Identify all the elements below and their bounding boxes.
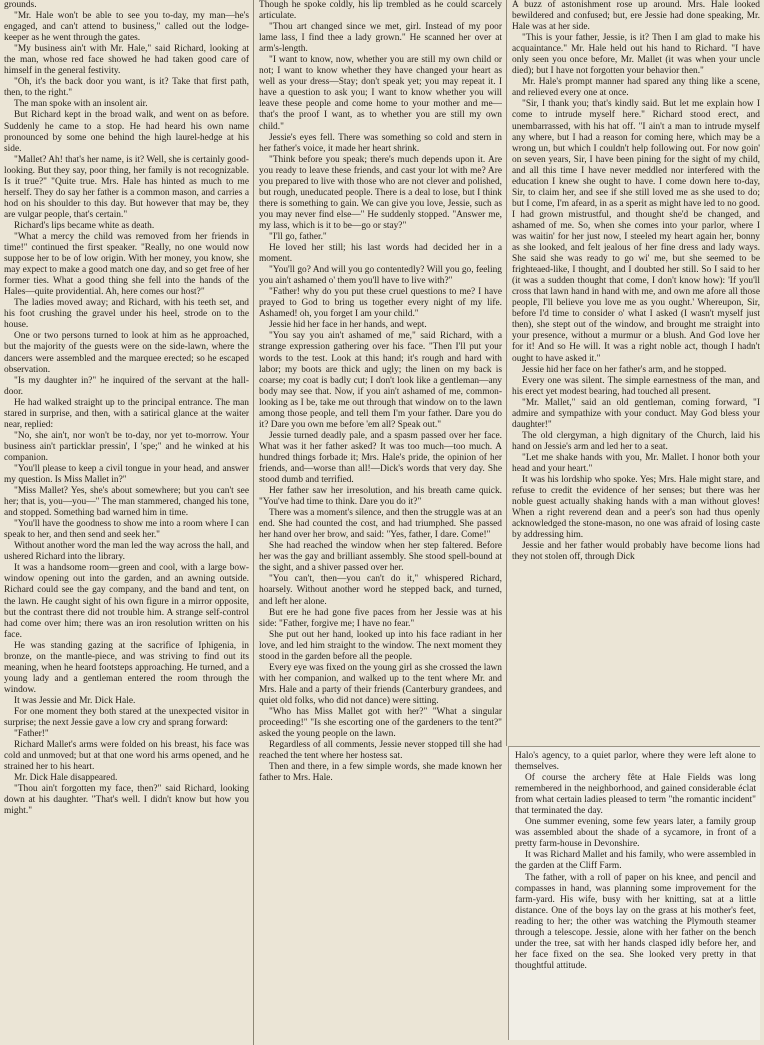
paragraph: Mr. Hale's prompt manner had spared any thing like a scene, and relieved every one at once. xyxy=(512,77,760,99)
paragraph: He loved her still; his last words had decided her in a moment. xyxy=(259,243,502,265)
paragraph: There was a moment's silence, and then the struggle was at an end. She had counted the cost, and had triumphed. She passed her hand over her brow, and said: "Yes, father, I dare. Come!" xyxy=(259,508,502,541)
paragraph: Jessie hid her face in her hands, and wept. xyxy=(269,320,427,331)
paragraph: It was Jessie and Mr. Dick Hale. xyxy=(14,695,136,706)
text-column-3-continuation xyxy=(508,746,760,1040)
paragraph: One or two persons turned to look at him as he approached, but the majority of the guests were on the side-lawn, where the dancers were assembled and the marquee erected; so he escaped observation. xyxy=(4,331,249,375)
column-rule-1 xyxy=(253,0,254,1045)
paragraph: It was a handsome room—green and cool, with a large bow-window opening out into the garden, and an awning outside. Richard could see the gay company, and the band and tent, on the lawn. He caught sight of his own figure in a mirror opposite, but the contrast there did not trouble him. A strange self-control had come over him; there was an iron resolution written on his face. xyxy=(4,563,249,640)
paragraph: But Richard kept in the broad walk, and went on as before. Suddenly he came to a stop. He had heard his own name pronounced by some one behind the high laurel-hedge at his side. xyxy=(4,110,249,154)
paragraph: "Is my daughter in?" he inquired of the servant at the hall-door. xyxy=(4,375,249,397)
paragraph: "Oh, it's the back door you want, is it? Take that first path, then, to the right." xyxy=(4,77,249,99)
paragraph: "Father! why do you put these cruel questions to me? I have prayed to God to bring us together every night of my life. Ashamed! oh, you forget I am your child." xyxy=(259,287,502,320)
paragraph: The old clergyman, a high dignitary of the Church, laid his hand on Jessie's arm and led her to a seat. xyxy=(512,430,760,452)
paragraph: Every one was silent. The simple earnestness of the man, and his erect yet modest bearing, had touched all present. xyxy=(512,375,760,397)
paragraph: One summer evening, some few years later, a family group was assembled about the shade of a sycamore, in front of a pretty farm-house in Devonshire. xyxy=(515,817,756,850)
paragraph: "Who has Miss Mallet got with her?" "What a singular proceeding!" "Is she escorting one of the gardeners to the tent?" asked the young people on the lawn. xyxy=(259,707,502,740)
paragraph: Mr. Dick Hale disappeared. xyxy=(14,773,118,784)
paragraph: Every eye was fixed on the young girl as she crossed the lawn with her companion, and walked up to the tent where Mr. and Mrs. Hale and a party of their friends (Canterbury grandees, and quiet old folks, who did not dance) were sitting. xyxy=(259,662,502,706)
paragraph: "Mr. Mallet," said an old gentleman, coming forward, "I admire and sympathize with your conduct. May God bless your daughter!" xyxy=(512,397,760,430)
paragraph: She had reached the window when her step faltered. Before her was the gay and brilliant assembly. She stood spell-bound at the sight, and a shiver passed over her. xyxy=(259,541,502,574)
paragraph: He was standing gazing at the sacrifice of Iphigenia, in bronze, on the mantle-piece, and was striving to find out its meaning, when he heard footsteps approaching. He turned, and a young lady and a gentleman entered the room through the window. xyxy=(4,640,249,695)
paragraph: "No, she ain't, nor won't be to-day, nor yet to-morrow. Your business ain't particklar pressin', I 'spe;" and he winked at his companion. xyxy=(4,430,249,463)
paragraph: Though he spoke coldly, his lip trembled as he could scarcely articulate. xyxy=(259,0,502,22)
paragraph: "I want to know, now, whether you are still my own child or not; I want to know whether they have changed your heart as well as your dress—Stay; don't speak yet; you may repeat it. I have a question to ask you; I want to know whether you will leave these people and come home to your mother and me—that's the proof I want, as to whether you are still my own child." xyxy=(259,55,502,132)
paragraph: A buzz of astonishment rose up around. Mrs. Hale looked bewildered and confused; but, ere Jessie had done speaking, Mr. Hale was at her side. xyxy=(512,0,760,33)
paragraph: The father, with a roll of paper on his knee, and pencil and compasses in hand, was planning some improvement for the farm-yard. His wife, busy with her knitting, sat at a little distance. One of the boys lay on the grass at his mother's feet, reading to her; the other was watching the Plymouth steamer through a telescope. Jessie, alone with her father on the bench under the tree, sat with her hands clasped idly before her, and her face fixed on the sea. She looked very pretty in that thoughtful attitude. xyxy=(515,872,756,971)
paragraph: Richard Mallet's arms were folded on his breast, his face was cold and unmoved; but at that one word his arms opened, and he strained her to his heart. xyxy=(4,740,249,773)
paragraph: Without another word the man led the way across the hall, and ushered Richard into the library. xyxy=(4,541,249,563)
paragraph: "I'll go, father." xyxy=(269,231,327,242)
paragraph: Jessie's eyes fell. There was something so cold and stern in her father's voice, it made her heart shrink. xyxy=(259,132,502,154)
paragraph: It was his lordship who spoke. Yes; Mrs. Hale might stare, and refuse to credit the evidence of her senses; but there was her noble guest actually shaking hands with a man without gloves! When a right reverend dean and a peer's son had thus openly acknowledged the stone-mason, no one was afraid of losing caste by addressing him. xyxy=(512,475,760,541)
paragraph: "This is your father, Jessie, is it? Then I am glad to make his acquaintance." Mr. Hale held out his hand to Richard. "I have only seen you once before, Mr. Mallet (it was when your uncle died); but I have not forgotten your behavior then." xyxy=(512,33,760,77)
paragraph: Then and there, in a few simple words, she made known her father to Mrs. Hale. xyxy=(259,762,502,784)
paragraph: But ere he had gone five paces from her Jessie was at his side: "Father, forgive me; I have no fear." xyxy=(259,607,502,629)
paragraph: "Think before you speak; there's much depends upon it. Are you ready to leave these friends, and cast your lot with me? Are you prepared to live with those who are not clever and polished, but rough, uneducated people. There is a deal to lose, but I think there is something to gain. We can give you love, Jessie, such as you may never find else—" He suddenly stopped. "Answer me, my lass, which is it to be—go or stay?" xyxy=(259,154,502,231)
paragraph: "Mallet? Ah! that's her name, is it? Well, she is certainly good-looking. But they say, poor thing, her family is not recognizable. Is it true?" "Quite true. Mrs. Hale has hinted as much to me herself. They do say her father is a common mason, and carries a hod on his shoulder to this day. But however that may be, they are vulgar people, that's certain." xyxy=(4,154,249,220)
paragraph: "Miss Mallet? Yes, she's about somewhere; but you can't see her; that is, you—you—" The man stammered, changed his tone, and stopped. Something bad warned him in time. xyxy=(4,486,249,519)
paragraph: "You'll go? And will you go contentedly? Will you go, feeling you ain't ashamed o' them you'll have to live with?" xyxy=(259,265,502,287)
paragraph: "You'll please to keep a civil tongue in your head, and answer my question. Is Miss Mallet in?" xyxy=(4,463,249,486)
paragraph: Jessie turned deadly pale, and a spasm passed over her face. What was it her father asked? It was too much—too much. A hundred things forbade it; Mrs. Hale's pride, the opinion of her friends, and—worse than all!—Dick's words that very day. She stood dumb and terrified. xyxy=(259,430,502,486)
paragraph: Of course the archery fête at Hale Fields was long remembered in the neighborhood, and gained considerable éclat from what certain ladies pleased to term "the romantic incident" that terminated the day. xyxy=(515,773,756,817)
text-column-2 xyxy=(259,0,502,1040)
paragraph: The man spoke with an insolent air. xyxy=(14,99,148,110)
paragraph: Regardless of all comments, Jessie never stopped till she had reached the tent where her hostess sat. xyxy=(259,740,502,762)
paragraph: She put out her hand, looked up into his face radiant in her love, and led him straight to the window. The next moment they stood in the garden before all the people. xyxy=(259,629,502,662)
paragraph: "Thou ain't forgotten my face, then?" said Richard, looking down at his daughter. "That's well. I didn't know but how you might." xyxy=(4,784,249,817)
paragraph: For one moment they both stared at the unexpected visitor in surprise; the next Jessie gave a low cry and sprang forward: xyxy=(4,707,249,729)
paragraph: grounds. xyxy=(4,0,37,10)
paragraph: It was Richard Mallet and his family, who were assembled in the garden at the Cliff Farm. xyxy=(515,850,756,872)
paragraph: The ladies moved away; and Richard, with his teeth set, and his foot crushing the gravel under his heel, strode on to the house. xyxy=(4,298,249,331)
paragraph: Halo's agency, to a quiet parlor, where they were left alone to themselves. xyxy=(515,751,756,773)
text-column-3 xyxy=(512,0,760,740)
paragraph: "Sir, I thank you; that's kindly said. But let me explain how I come to intrude myself here." Richard stood erect, and unembarrassed, with his hat off. "I ain't a man to intrude myself any where, but I had a reason for coming here, which may be a wrong un, but which I couldn't help following out. For now goin' on seven years, Sir, I have been pining for the sight of my child, and all this time I have never meddled nor interfered with the education I knew she ought to have. I come down here to-day, Sir, to claim her, and see if she still loved me as she used to do; but I come, I'm afeard, in as a sperit as might have led to no good. I had grown mistrustful, and thought she'd be changed, and ashamed of me. So, when she comes into your parlor, where I was waitin' for her just now, I steeled my heart again her, bonny as she looked, and felt jealous of her fine dress and lady ways. She said she was ready to go wi' me, but she seemed to be frighteaed-like, I thought, and I doubted her still. So I said to her (it was a sudden thought that come, I don't know how): 'If you'll cross that lawn hand in hand with me, and own me afore all those people, I'll believe you love me as you ought.' Whereupon, Sir, before I'd time to consider o' what I asked (I wasn't myself just then), she stept out of the window, and brought me straight into your presence, without a murmur or a blush. And God love her for it! And so He will. It was a right noble act, though I hadn't ought to have asked it." xyxy=(512,99,760,364)
paragraph: "You say you ain't ashamed of me," said Richard, with a strange expression gathering over his face. "Then I'll put your words to the test. Look at this hand; it's rough and hard with labor; my boots are thick and ugly; the linen on my back is coarse; my coat is badly cut; I don't look like a gentleman—any body may see that. Now, if you ain't ashamed of me, common-looking as I be, take me out through that window on to the lawn among those people, and tell them I'm your father. Dare you do it? Dare you own me before 'em all? Speak out." xyxy=(259,331,502,430)
paragraph: "You can't, then—you can't do it," whispered Richard, hoarsely. Without another word he stepped back, and turned, and left her alone. xyxy=(259,574,502,607)
column-rule-2 xyxy=(506,0,507,746)
paragraph: "Father!" xyxy=(14,729,49,740)
paragraph: "Thou art changed since we met, girl. Instead of my poor lame lass, I find thee a lady grown." He scanned her over at arm's-length. xyxy=(259,22,502,55)
paragraph: Jessie hid her face on her father's arm, and he stopped. xyxy=(522,364,727,375)
paragraph: Her father saw her irresolution, and his breath came quick. "You've had time to think. Dare you do it?" xyxy=(259,486,502,508)
paragraph: "My business ain't with Mr. Hale," said Richard, looking at the man, whose red face showed he had taken good care of himself in the general festivity. xyxy=(4,44,249,77)
paragraph: "You'll have the goodness to show me into a room where I can speak to her, and then send and seek her." xyxy=(4,519,249,541)
paragraph: "Let me shake hands with you, Mr. Mallet. I honor both your head and your heart." xyxy=(512,452,760,474)
paragraph: Richard's lips became white as death. xyxy=(14,220,155,231)
text-column-1 xyxy=(4,0,249,1040)
paragraph: "Mr. Hale won't be able to see you to-day, my man—he's engaged, and can't attend to business," called out the lodge-keeper as he went through the gates. xyxy=(4,11,249,44)
paragraph: "What a mercy the child was removed from her friends in time!" continued the first speaker. "Really, no one would now suppose her to be of low origin. With her money, you know, she may expect to make a good match one day, and so get free of her former ties. What a good thing she fell into the hands of the Hales—quite providential. Ah, here comes our host?" xyxy=(4,231,249,298)
paragraph: Jessie and her father would probably have become lions had they not stolen off, through Dick xyxy=(512,541,760,563)
paragraph: He had walked straight up to the principal entrance. The man stared in surprise, and then, with a satirical glance at the waiter near, replied: xyxy=(4,397,249,430)
